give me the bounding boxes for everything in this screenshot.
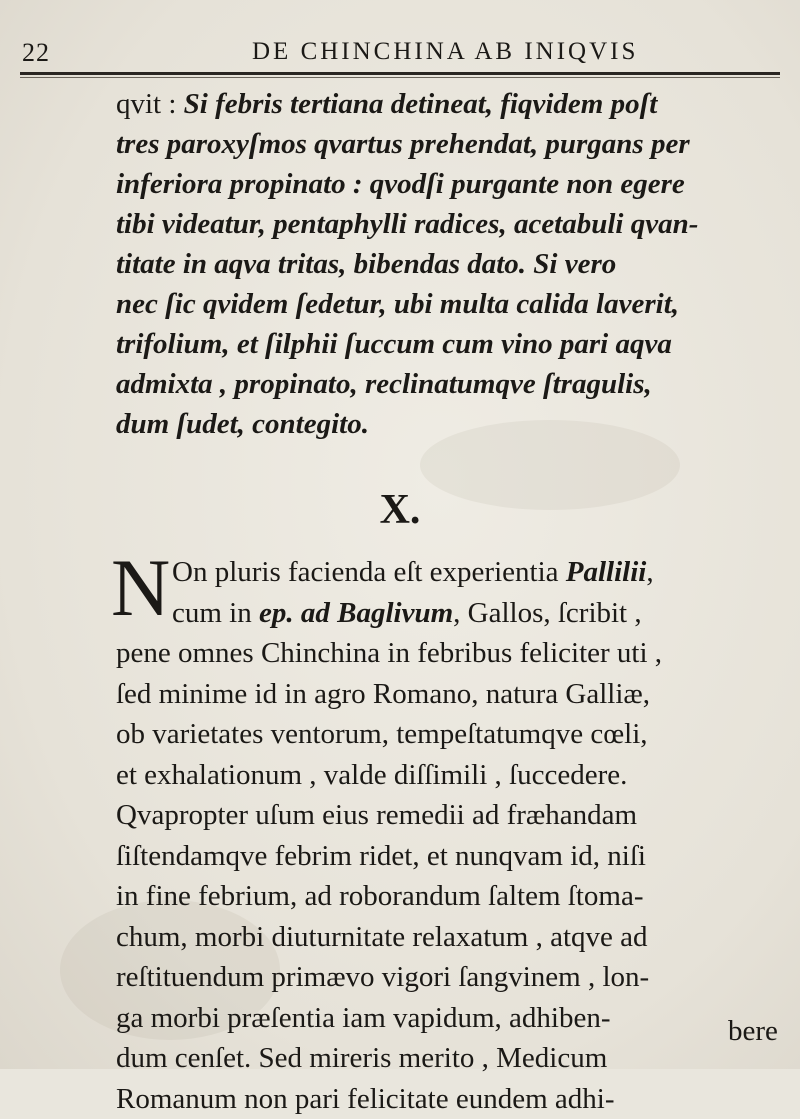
- text-line: [116, 1079, 786, 1119]
- line-text: chum, morbi diuturnitate relaxatum , atqve ad: [116, 921, 648, 953]
- text-line: [116, 164, 784, 204]
- text-line: [116, 674, 786, 715]
- text-line: [116, 755, 786, 796]
- text-line: [116, 324, 784, 364]
- text-line: [116, 244, 784, 284]
- line-prefix: qvit :: [116, 88, 184, 120]
- text-line: [116, 1038, 786, 1079]
- line-text: Si febris tertiana detineat, fiqvidem poſt: [184, 88, 658, 120]
- line-text: reſtituendum primævo vigori ſangvinem , lon-: [116, 961, 649, 993]
- line-text: On pluris facienda eſt experientia: [172, 556, 566, 588]
- text-line: [116, 593, 786, 634]
- italic-reference: Pallilii: [566, 556, 647, 588]
- drop-cap: N: [111, 553, 170, 623]
- line-text: Qvapropter uſum eius remedii ad fræhandam: [116, 799, 637, 831]
- header-rule: [20, 72, 780, 75]
- line-text: tibi videatur, pentaphylli radices, acetabuli qvan-: [116, 208, 698, 240]
- italic-reference: ep. ad Baglivum: [259, 597, 453, 629]
- text-line: [116, 364, 784, 404]
- line-text: cum in: [172, 597, 259, 629]
- text-line: [116, 714, 786, 755]
- text-line: [116, 957, 786, 998]
- text-line: [116, 204, 784, 244]
- line-text: ga morbi præſentia iam vapidum, adhiben-: [116, 1002, 611, 1034]
- line-text: tres paroxyſmos qvartus prehendat, purgans per: [116, 128, 690, 160]
- text-line: [116, 836, 786, 877]
- line-text: ,: [646, 556, 653, 588]
- line-text: admixta , propinato, reclinatumqve ſtragulis,: [116, 368, 652, 400]
- text-line: [116, 633, 786, 674]
- line-text: ſiſtendamqve febrim ridet, et nunqvam id, niſi: [116, 840, 646, 872]
- line-text: , Gallos, ſcribit ,: [453, 597, 641, 629]
- line-text: dum cenſet. Sed mireris merito , Medicum: [116, 1042, 607, 1074]
- line-text: trifolium, et ſilphii ſuccum cum vino pari aqva: [116, 328, 672, 360]
- text-line: [116, 917, 786, 958]
- text-line: [116, 552, 786, 593]
- line-text: ob varietates ventorum, tempeſtatumqve cœli,: [116, 718, 648, 750]
- text-line: [116, 284, 784, 324]
- text-line: [116, 404, 784, 444]
- line-text: et exhalationum , valde diſſimili , ſuccedere.: [116, 759, 627, 791]
- body-paragraph: [116, 552, 786, 1119]
- header-rule-thin: [20, 77, 780, 78]
- line-text: dum ſudet, contegito.: [116, 408, 369, 440]
- line-text: Romanum non pari felicitate eundem adhi-: [116, 1083, 614, 1115]
- line-text: pene omnes Chinchina in febribus feliciter uti ,: [116, 637, 662, 669]
- running-title: DE CHINCHINA AB INIQVIS: [252, 38, 638, 66]
- italic-paragraph: [116, 84, 784, 444]
- section-number: X.: [0, 486, 800, 534]
- line-text: nec ſic qvidem ſedetur, ubi multa calida laverit,: [116, 288, 679, 320]
- catchword: bere: [728, 1015, 778, 1048]
- line-text: inferiora propinato : qvodſi purgante non egere: [116, 168, 685, 200]
- text-line: [116, 795, 786, 836]
- line-text: ſed minime id in agro Romano, natura Galliæ,: [116, 678, 650, 710]
- line-text: titate in aqva tritas, bibendas dato. Si vero: [116, 248, 616, 280]
- text-line: [116, 998, 786, 1039]
- page-number: 22: [22, 38, 50, 68]
- text-line: [116, 876, 786, 917]
- page-header: [20, 38, 780, 74]
- text-line: [116, 124, 784, 164]
- text-line: [116, 84, 784, 124]
- line-text: in fine febrium, ad roborandum ſaltem ſtoma-: [116, 880, 643, 912]
